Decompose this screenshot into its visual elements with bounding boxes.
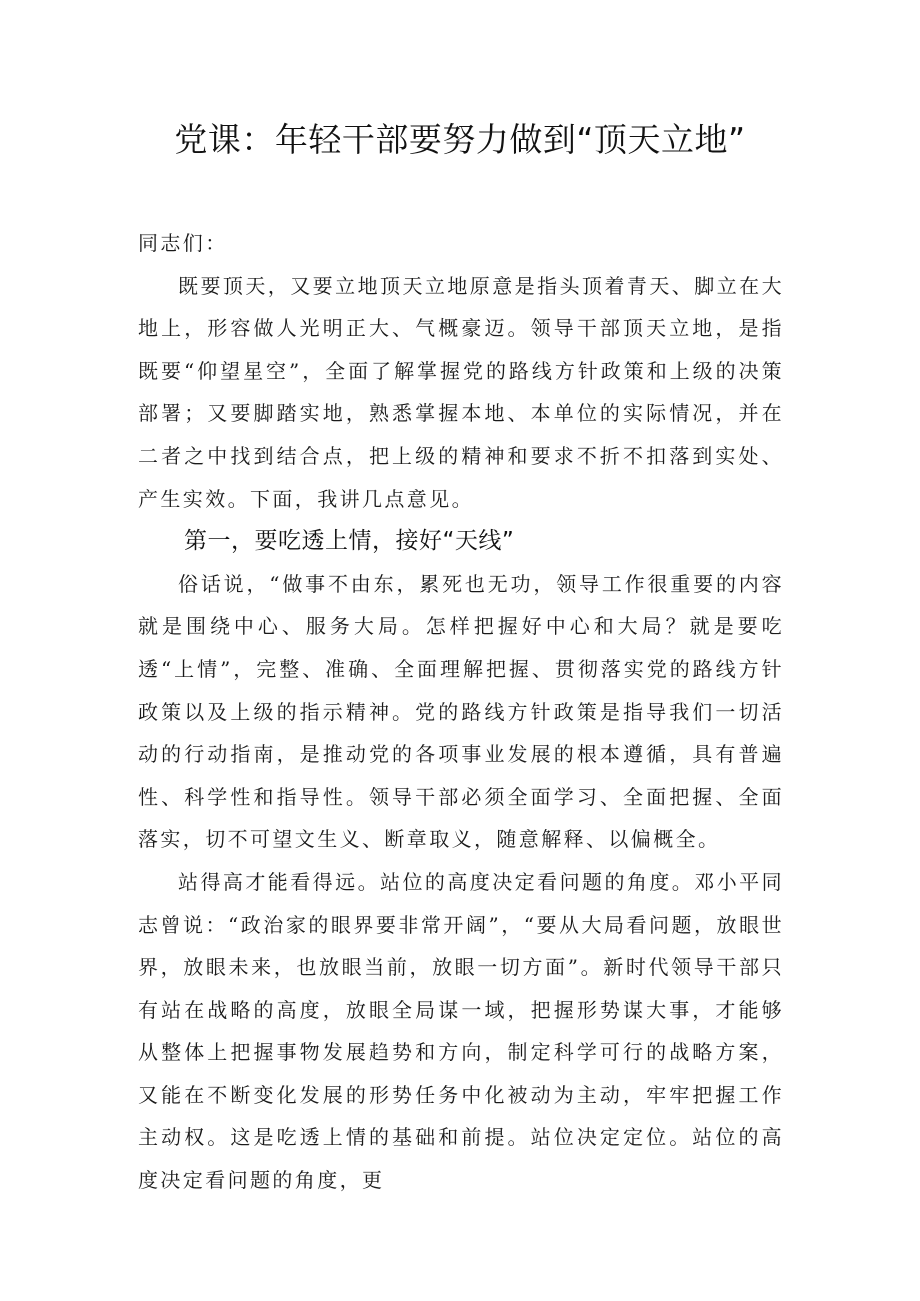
section-paragraph: 站得高才能看得远。站位的高度决定看问题的角度。邓小平同志曾说：“政治家的眼界要非常开阔”，“要从大局看问题，放眼世界，放眼未来，也放眼当前，放眼一切方面”。新时代领导干部只有站在战略的高度，放眼全局谋一域，把握形势谋大事，才能够从整体上把握事物发展趋势和方向，制定科学可行的战略方案，又能在不断变化发展的形势任务中化被动为主动，牢牢把握工作主动权。这是吃透上情的基础和前提。站位决定定位。站位的高度决定看问题的角度，更 [138,869,784,1193]
salutation: 同志们： [138,231,228,255]
section-heading: 第一，要吃透上情，接好“天线” [184,528,515,555]
section-paragraph: 俗话说，“做事不由东，累死也无功，领导工作很重要的内容就是围绕中心、服务大局。怎样把握好中心和大局？就是要吃透“上情”，完整、准确、全面理解把握、贯彻落实党的路线方针政策以及上级的指示精神。党的路线方针政策是指导我们一切活动的行动指南，是推动党的各项事业发展的根本遵循，具有普遍性、科学性和指导性。领导干部必须全面学习、全面把握、全面落实，切不可望文生义、断章取义，随意解释、以偏概全。 [138,571,784,852]
intro-paragraph: 既要顶天，又要立地顶天立地原意是指头顶着青天、脚立在大地上，形容做人光明正大、气概豪迈。领导干部顶天立地，是指既要“仰望星空”，全面了解掌握党的路线方针政策和上级的决策部署；又要脚踏实地，熟悉掌握本地、本单位的实际情况，并在二者之中找到结合点，把上级的精神和要求不折不扣落到实处、产生实效。下面，我讲几点意见。 [138,273,784,511]
document-title: 党课：年轻干部要努力做到“顶天立地” [174,120,746,159]
document-body [138,222,784,1202]
